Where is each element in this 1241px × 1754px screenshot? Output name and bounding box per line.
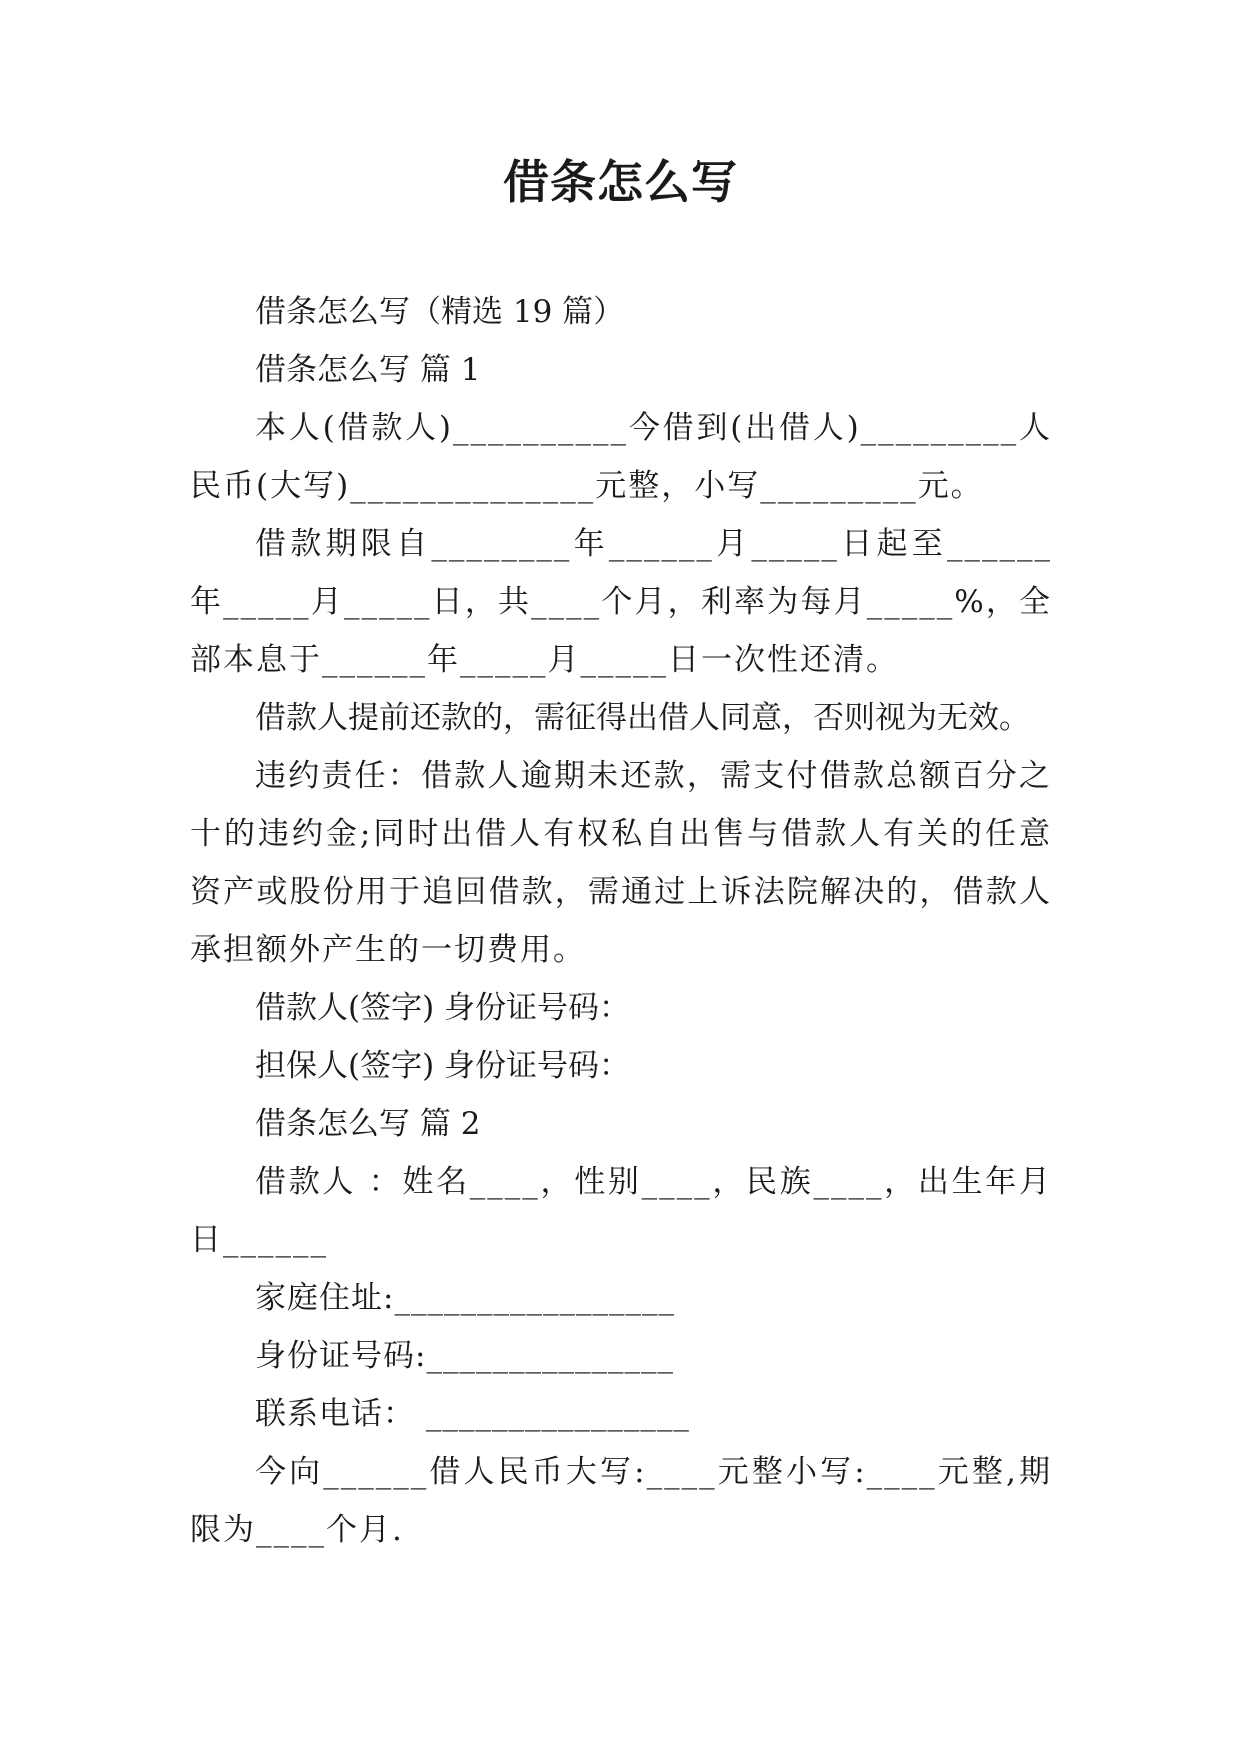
loan-statement-paragraph: 今向______借人民币大写:____元整小写:____元整,期限为____个月. [190, 1454, 1052, 1548]
subtitle-line: 借条怎么写（精选 19 篇） [255, 294, 625, 330]
section-heading-1: 借条怎么写 篇 1 [255, 352, 481, 388]
early-repayment-paragraph: 借款人提前还款的，需征得出借人同意，否则视为无效。 [255, 700, 1030, 736]
guarantor-signature-line: 担保人(签字) 身份证号码： [255, 1048, 631, 1084]
borrower-info-paragraph: 借款人 ：姓名____，性别____，民族____，出生年月日______ [190, 1164, 1052, 1258]
section-heading-2: 借条怎么写 篇 2 [255, 1106, 481, 1142]
document-body [190, 283, 1052, 1559]
loan-amount-paragraph: 本人(借款人)__________今借到(出借人)_________人民币(大写)______________元整，小写_________元。 [190, 410, 1052, 504]
id-number-line: 身份证号码:_______________ [255, 1338, 674, 1374]
borrower-signature-line: 借款人(签字) 身份证号码： [255, 990, 631, 1026]
breach-liability-paragraph: 违约责任：借款人逾期未还款，需支付借款总额百分之十的违约金;同时出借人有权私自出售与借款人有关的任意资产或股份用于追回借款，需通过上诉法院解决的，借款人承担额外产生的一切费用。 [190, 758, 1052, 968]
document-title: 借条怎么写 [503, 155, 738, 209]
loan-term-paragraph: 借款期限自________年______月_____日起至______年_____月_____日，共____个月，利率为每月_____%，全部本息于______年_____月_____日一次性还清。 [190, 526, 1052, 678]
home-address-line: 家庭住址:_________________ [255, 1280, 675, 1316]
phone-line: 联系电话： ________________ [255, 1396, 690, 1432]
